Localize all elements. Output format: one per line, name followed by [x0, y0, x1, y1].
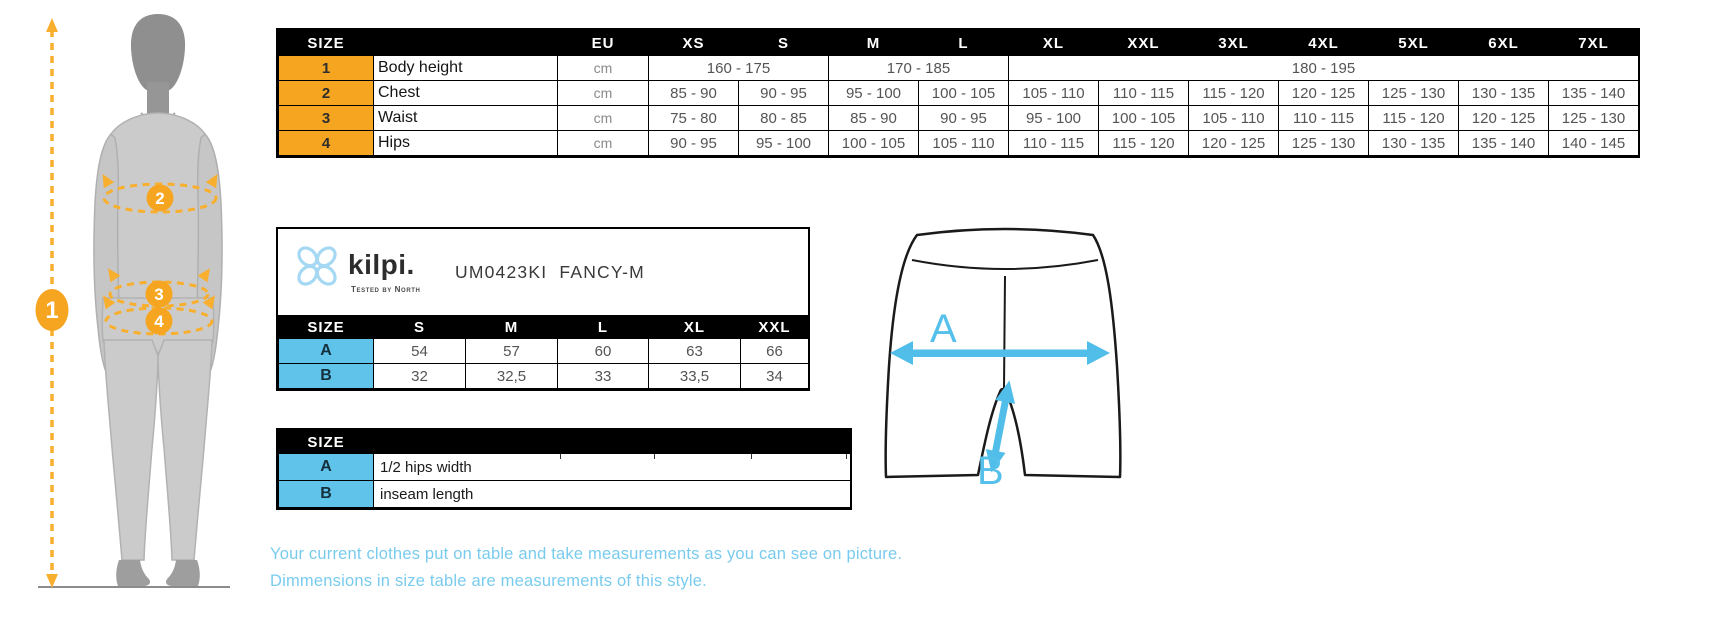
height-arrow-up-icon [46, 18, 58, 32]
male-silhouette [38, 14, 230, 587]
style-code: UM0423KI FANCY-M [455, 262, 645, 282]
figure-right-foot [166, 560, 200, 586]
waist-6xl: 120 - 125 [1459, 106, 1549, 131]
table-row-waist [279, 106, 1639, 131]
row-number: 4 [279, 131, 374, 156]
column-tick [846, 454, 847, 459]
waist-3xl: 105 - 110 [1189, 106, 1279, 131]
figure-neck [147, 82, 169, 114]
inseam-label: B [977, 449, 1004, 490]
height-arrow-down-icon [46, 574, 58, 588]
legend-b-description [374, 481, 851, 508]
brand-tagline: Tested by North [351, 285, 421, 294]
note-line-2: Dimmensions in size table are measurements of this style. [270, 572, 707, 590]
figure-left-foot [116, 560, 150, 586]
chest-xl: 105 - 110 [1009, 81, 1099, 106]
badge-3-label: 3 [154, 285, 164, 304]
hips-l: 105 - 110 [919, 131, 1009, 156]
shorts-diagram [865, 216, 1135, 490]
col-header-7xl: 7XL [1549, 31, 1639, 56]
legend-row-b [279, 481, 851, 508]
chest-3xl: 115 - 120 [1189, 81, 1279, 106]
waist-7xl: 125 - 130 [1549, 106, 1639, 131]
col-header-6xl: 6XL [1459, 31, 1549, 56]
row-number: 3 [279, 106, 374, 131]
product-table-header-row [279, 316, 809, 339]
b-xl: 33,5 [649, 364, 741, 389]
a-xxl: 66 [741, 339, 809, 364]
hips-3xl: 120 - 125 [1189, 131, 1279, 156]
size-table-header-row [279, 31, 1639, 56]
legend-header-spacer [374, 431, 851, 454]
legend-header-row [279, 431, 851, 454]
product-col-s: S [374, 316, 466, 339]
hips-m: 100 - 105 [829, 131, 919, 156]
hips-xl: 110 - 115 [1009, 131, 1099, 156]
column-tick [560, 454, 561, 459]
col-header-3xl: 3XL [1189, 31, 1279, 56]
product-col-xxl: XXL [741, 316, 809, 339]
unit-column-header: EU [558, 31, 649, 56]
size-header-label: SIZE [279, 31, 374, 56]
a-m: 57 [466, 339, 558, 364]
product-info-row [278, 229, 808, 315]
legend-row-a [279, 454, 851, 481]
row-b-label: B [279, 364, 374, 389]
table-row-b [279, 364, 809, 389]
hips-7xl: 140 - 145 [1549, 131, 1639, 156]
table-row-chest [279, 81, 1639, 106]
hips-s: 95 - 100 [739, 131, 829, 156]
a-xl: 63 [649, 339, 741, 364]
product-size-header-label: SIZE [279, 316, 374, 339]
legend-a-description [374, 454, 851, 481]
row-label: Body height [374, 56, 558, 81]
col-header-s: S [739, 31, 829, 56]
row-number: 2 [279, 81, 374, 106]
hips-xs: 90 - 95 [649, 131, 739, 156]
col-header-xl: XL [1009, 31, 1099, 56]
b-l: 33 [558, 364, 649, 389]
b-xxl: 34 [741, 364, 809, 389]
row-label: Chest [374, 81, 558, 106]
figure-right-leg [158, 340, 212, 560]
col-header-xs: XS [649, 31, 739, 56]
hips-xxl: 115 - 120 [1099, 131, 1189, 156]
kilpi-logo-icon [292, 239, 342, 295]
product-col-xl: XL [649, 316, 741, 339]
main-size-table-grid [278, 30, 1639, 156]
main-size-table [276, 28, 1640, 158]
chest-4xl: 120 - 125 [1279, 81, 1369, 106]
waist-4xl: 110 - 115 [1279, 106, 1369, 131]
legend-b-description-text: inseam length [380, 485, 474, 503]
chest-s: 90 - 95 [739, 81, 829, 106]
b-m: 32,5 [466, 364, 558, 389]
hips-4xl: 125 - 130 [1279, 131, 1369, 156]
chest-m: 95 - 100 [829, 81, 919, 106]
chest-5xl: 125 - 130 [1369, 81, 1459, 106]
row-label: Waist [374, 106, 558, 131]
waist-5xl: 115 - 120 [1369, 106, 1459, 131]
row-a-label: A [279, 339, 374, 364]
size-header-spacer [374, 31, 558, 56]
badge-4-label: 4 [154, 312, 164, 331]
hips-5xl: 130 - 135 [1369, 131, 1459, 156]
column-tick [654, 454, 655, 459]
product-col-l: L [558, 316, 649, 339]
waist-xs: 75 - 80 [649, 106, 739, 131]
col-header-l: L [919, 31, 1009, 56]
row-unit: cm [558, 56, 649, 81]
row-label: Hips [374, 131, 558, 156]
chest-7xl: 135 - 140 [1549, 81, 1639, 106]
product-col-m: M [466, 316, 558, 339]
waist-xl: 95 - 100 [1009, 106, 1099, 131]
row-number: 1 [279, 56, 374, 81]
col-header-4xl: 4XL [1279, 31, 1369, 56]
b-s: 32 [374, 364, 466, 389]
row-unit: cm [558, 81, 649, 106]
body-height-range-xs-s: 160 - 175 [649, 56, 829, 81]
chest-xxl: 110 - 115 [1099, 81, 1189, 106]
body-height-range-m-l: 170 - 185 [829, 56, 1009, 81]
badge-2-label: 2 [155, 189, 165, 208]
body-height-range-xl-7xl: 180 - 195 [1009, 56, 1639, 81]
column-tick [751, 454, 752, 459]
note-line-1: Your current clothes put on table and take measurements as you can see on picture. [270, 545, 903, 563]
waist-m: 85 - 90 [829, 106, 919, 131]
chest-l: 100 - 105 [919, 81, 1009, 106]
figure-head [131, 14, 185, 93]
badge-1-label: 1 [45, 297, 59, 324]
legend-size-header-label: SIZE [279, 431, 374, 454]
a-s: 54 [374, 339, 466, 364]
legend-a-label: A [279, 454, 374, 481]
table-row-hips [279, 131, 1639, 156]
center-seam [1004, 276, 1005, 388]
row-unit: cm [558, 131, 649, 156]
chest-xs: 85 - 90 [649, 81, 739, 106]
col-header-5xl: 5XL [1369, 31, 1459, 56]
col-header-xxl: XXL [1099, 31, 1189, 56]
male-figure-illustration [18, 8, 233, 593]
brand-name: kilpi. [348, 249, 415, 280]
waist-xxl: 100 - 105 [1099, 106, 1189, 131]
width-label: A [930, 307, 957, 351]
legend-a-description-text: 1/2 hips width [380, 458, 472, 476]
measure-legend-grid [278, 430, 851, 508]
a-l: 60 [558, 339, 649, 364]
waist-s: 80 - 85 [739, 106, 829, 131]
product-size-table-grid [278, 315, 809, 389]
table-row-body-height [279, 56, 1639, 81]
measure-legend-table [276, 428, 852, 510]
chest-6xl: 130 - 135 [1459, 81, 1549, 106]
row-unit: cm [558, 106, 649, 131]
col-header-m: M [829, 31, 919, 56]
figure-left-leg [104, 340, 158, 560]
hips-6xl: 135 - 140 [1459, 131, 1549, 156]
product-size-table [276, 227, 810, 391]
legend-b-label: B [279, 481, 374, 508]
table-row-a [279, 339, 809, 364]
waist-l: 90 - 95 [919, 106, 1009, 131]
